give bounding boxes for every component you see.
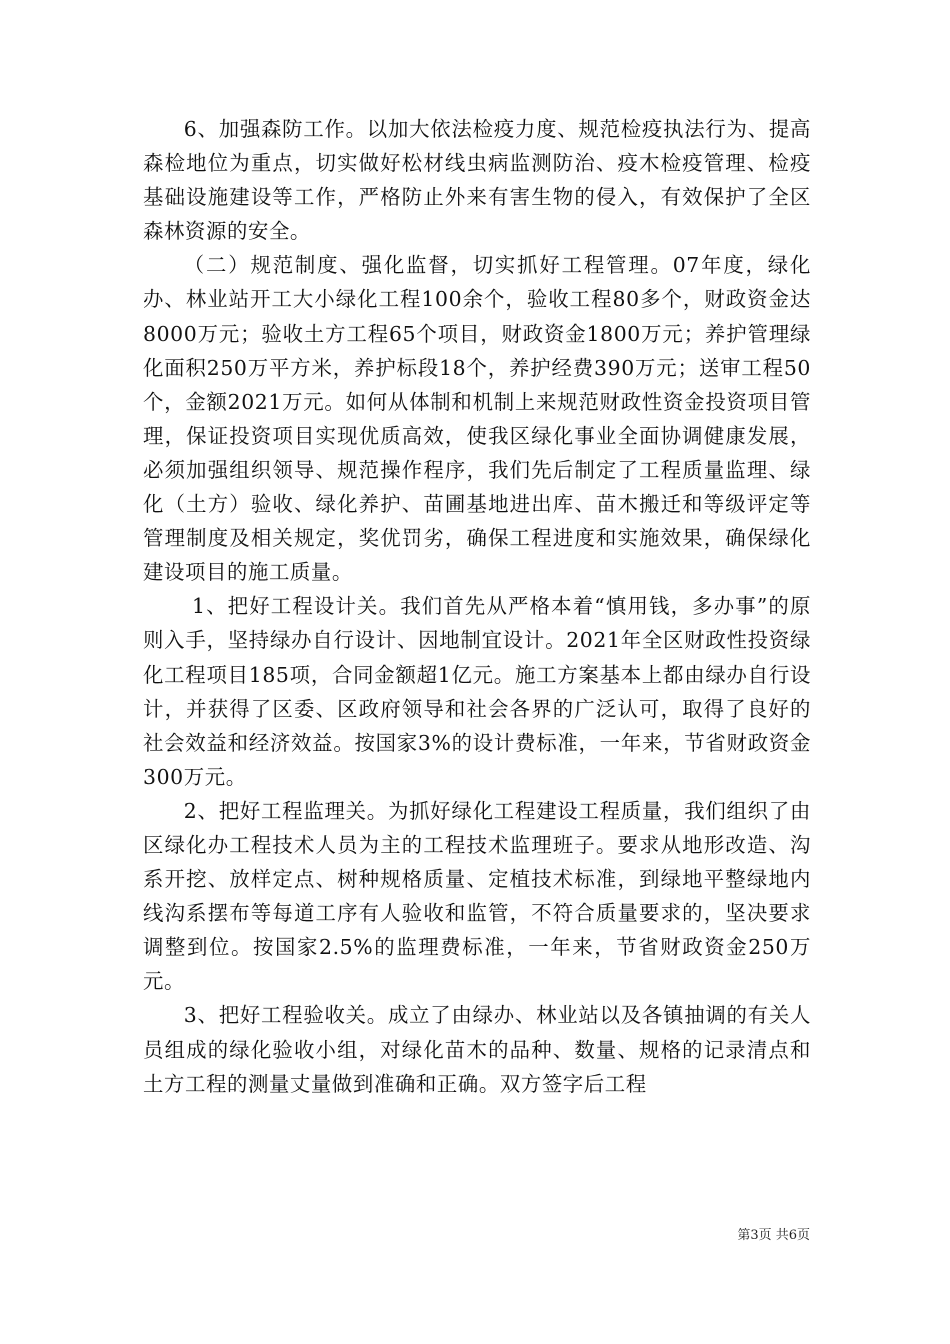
paragraph-supervision-control: 2、把好工程监理关。为抓好绿化工程建设工程质量，我们组织了由区绿化办工程技术人员为主的工程技术监理班子。要求从地形改造、沟系开挖、放样定点、树种规格质量、定植技术标准，到绿地平整绿地内线沟系摆布等每道工序有人验收和监管，不符合质量要求的，坚决要求调整到位。按国家2.5%的监理费标准，一年来，节省财政资金250万元。: [143, 798, 811, 994]
page-number-footer: 第3页 共6页: [737, 1228, 810, 1243]
paragraph-forest-protection: 6、加强森防工作。以加大依法检疫力度、规范检疫执法行为、提高森检地位为重点，切实做好松材线虫病监测防治、疫木检疫管理、检疫基础设施建设等工作，严格防止外来有害生物的侵入，有效保护了全区森林资源的安全。: [143, 117, 811, 244]
paragraph-design-control: 1、把好工程设计关。我们首先从严格本着“慎用钱，多办事”的原则入手，坚持绿办自行设计、因地制宜设计。2021年全区财政性投资绿化工程项目185项，合同金额超1亿元。施工方案基本上都由绿办自行设计，并获得了区委、区政府领导和社会各界的广泛认可，取得了良好的社会效益和经济效益。按国家3%的设计费标准，一年来，节省财政资金300万元。: [143, 594, 811, 789]
document-body: [143, 112, 811, 1101]
paragraph-project-management: （二）规范制度、强化监督，切实抓好工程管理。07年度，绿化办、林业站开工大小绿化工程100余个，验收工程80多个，财政资金达8000万元；验收土方工程65个项目，财政资金1800万元；养护管理绿化面积250万平方米，养护标段18个，养护经费390万元；送审工程50个，金额2021万元。如何从体制和机制上来规范财政性资金投资项目管理，保证投资项目实现优质高效，使我区绿化事业全面协调健康发展，必须加强组织领导、规范操作程序，我们先后制定了工程质量监理、绿化（土方）验收、绿化养护、苗圃基地进出库、苗木搬迁和等级评定等管理制度及相关规定，奖优罚劣，确保工程进度和实施效果，确保绿化建设项目的施工质量。: [143, 253, 811, 585]
paragraph-acceptance-control: 3、把好工程验收关。成立了由绿办、林业站以及各镇抽调的有关人员组成的绿化验收小组，对绿化苗木的品种、数量、规格的记录清点和土方工程的测量丈量做到准确和正确。双方签字后工程: [143, 1003, 811, 1096]
